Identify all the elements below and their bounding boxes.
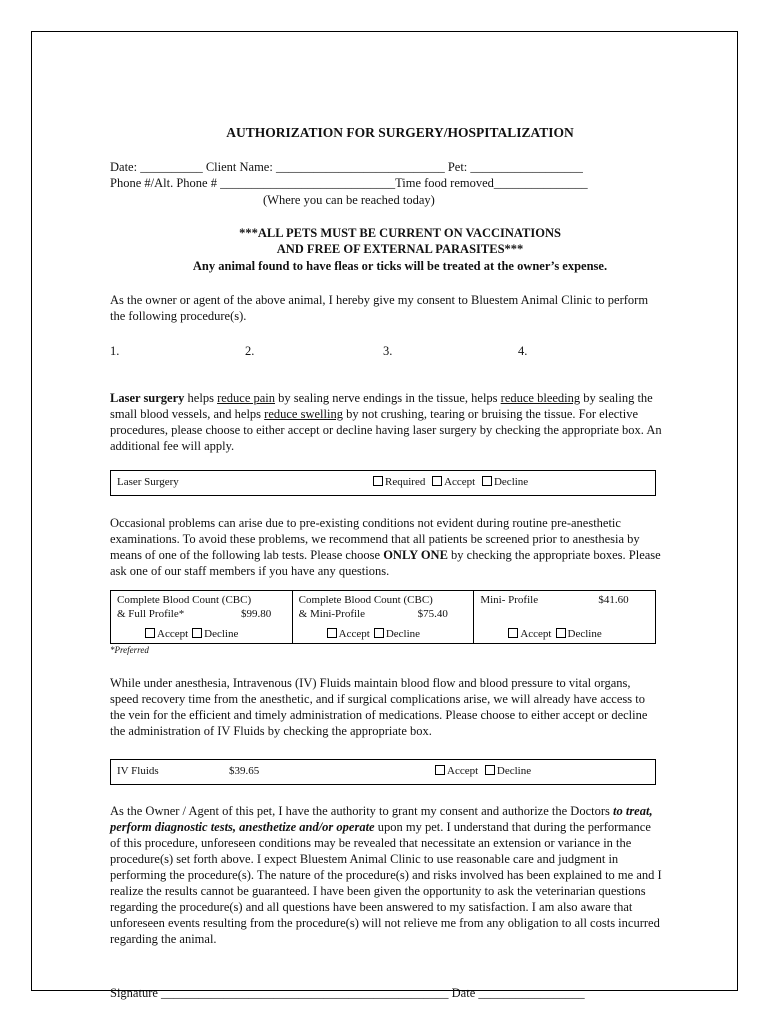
accept-label: Accept	[447, 765, 479, 777]
lab-option-title: Complete Blood Count (CBC)	[117, 594, 252, 606]
lab-emphasis: ONLY ONE	[383, 548, 448, 562]
laser-text: by not crushing, tearing or bruising the tissue. For elective procedures, please choose to either accept or decline having laser surgery by checking the appropriate box. An additional fee will apply.	[110, 407, 662, 453]
iv-fluids-label: IV Fluids	[117, 765, 159, 777]
iv-fluids-price: $39.65	[229, 765, 260, 777]
consent-intro: As the owner or agent of the above animal, I hereby give my consent to Bluestem Animal Clinic to perform the following procedure(s).	[110, 293, 649, 323]
laser-lead: Laser surgery	[110, 391, 185, 405]
lab-option-title: Complete Blood Count (CBC)	[298, 594, 433, 606]
accept-label: Accept	[157, 628, 189, 640]
decline-label: Decline	[385, 628, 421, 640]
laser-text: helps	[184, 391, 218, 405]
laser-accept-checkbox[interactable]	[432, 476, 442, 486]
procedure-3[interactable]: 3.	[383, 344, 393, 358]
laser-options	[369, 476, 528, 488]
cbc-full-accept-checkbox[interactable]	[145, 628, 155, 638]
vaccination-notice-2: AND FREE OF EXTERNAL PARASITES***	[276, 242, 524, 256]
cbc-full-decline-checkbox[interactable]	[192, 628, 202, 638]
laser-benefit: reduce swelling	[264, 407, 343, 421]
iv-fluids-box	[110, 759, 656, 785]
signature-line[interactable]: Signature ______________________________________________ Date _________________	[110, 986, 585, 1000]
lab-option-cbc-mini	[293, 591, 475, 643]
procedure-1[interactable]: 1.	[110, 344, 120, 358]
laser-text: by sealing the small blood vessels, and helps	[110, 391, 653, 421]
decline-label: Decline	[567, 628, 602, 640]
cbc-mini-decline-checkbox[interactable]	[374, 628, 384, 638]
authority-emphasis: to treat, perform diagnostic tests, anesthetize and/or operate	[110, 804, 653, 834]
laser-benefit: reduce pain	[217, 391, 276, 405]
document-page	[31, 31, 738, 1000]
lab-option-choices	[504, 628, 601, 641]
mini-profile-accept-checkbox[interactable]	[508, 628, 518, 638]
lab-text: Occasional problems can arise due to pre-existing conditions not evident during routine pre-anesthetic examinations. To avoid these problems, we recommend that all patients be screened prior to anesthesia by means of one of the following lab tests. Please choose	[110, 516, 640, 562]
decline-label: Decline	[493, 476, 529, 488]
laser-decline-checkbox[interactable]	[482, 476, 492, 486]
laser-surgery-label: Laser Surgery	[117, 476, 179, 488]
page-title: AUTHORIZATION FOR SURGERY/HOSPITALIZATION	[226, 125, 574, 140]
iv-paragraph: While under anesthesia, Intravenous (IV) Fluids maintain blood flow and blood pressure to vital organs, speed recovery time from the anesthetic, and if surgical complications arise, we will already have access to the vein for the efficient and timely administration of medications. Please choose to either accept or decline the administration of IV Fluids by checking the appropriate box.	[110, 676, 648, 738]
client-info-line[interactable]: Date: __________ Client Name: ___________________________ Pet: __________________	[110, 160, 583, 174]
lab-option-title: Mini- Profile	[480, 594, 539, 606]
lab-option-price: $99.80	[241, 608, 272, 620]
decline-label: Decline	[204, 628, 239, 640]
laser-surgery-box	[110, 470, 656, 496]
preferred-footnote: *Preferred	[110, 645, 149, 655]
accept-label: Accept	[444, 476, 476, 488]
laser-required-checkbox[interactable]	[373, 476, 383, 486]
procedure-4[interactable]: 4.	[518, 344, 528, 358]
iv-accept-checkbox[interactable]	[435, 765, 445, 775]
authority-text: upon my pet. I understand that during the performance of this procedure, unforeseen conditions may be revealed that necessitate an extension or variance in the procedure(s) set forth above. I expect Bluestem Animal Clinic to use reasonable care and judgment in performing the procedure(s). The nature of the procedure(s) and risks involved has been explained to me and I realize the results cannot be guaranteed. I have been given the opportunity to ask the veterinarian questions regarding the procedure(s) and all questions have been answered to my satisfaction. I am also aware that unforeseen events resulting from the procedure(s) will not relieve me from any obligation to all costs incurred regarding the animal.	[110, 820, 662, 946]
lab-option-subtitle: & Full Profile*	[117, 608, 185, 620]
vaccination-notice-1: ***ALL PETS MUST BE CURRENT ON VACCINATIONS	[239, 226, 561, 240]
lab-option-price: $41.60	[598, 594, 629, 606]
iv-decline-checkbox[interactable]	[485, 765, 495, 775]
authority-text: As the Owner / Agent of this pet, I have the authority to grant my consent and authorize the Doctors	[110, 804, 613, 818]
lab-text: by checking the appropriate boxes. Please ask one of our staff members if you have any questions.	[110, 548, 661, 578]
accept-label: Accept	[520, 628, 552, 640]
authority-paragraph	[110, 803, 662, 947]
lab-option-price: $75.40	[417, 608, 448, 620]
lab-option-choices	[323, 628, 420, 641]
procedure-2[interactable]: 2.	[245, 344, 255, 358]
phone-hint: (Where you can be reached today)	[263, 193, 435, 207]
laser-benefit: reduce bleeding	[500, 391, 581, 405]
lab-paragraph	[110, 515, 662, 579]
iv-options	[431, 765, 531, 777]
accept-label: Accept	[338, 628, 370, 640]
lab-option-subtitle: & Mini-Profile	[298, 608, 365, 620]
lab-option-choices	[141, 628, 238, 641]
lab-options-grid	[110, 590, 656, 644]
laser-paragraph	[110, 390, 662, 454]
cbc-mini-accept-checkbox[interactable]	[327, 628, 337, 638]
lab-option-mini-profile	[474, 591, 655, 643]
required-label: Required	[385, 476, 426, 488]
laser-text: by sealing nerve endings in the tissue, helps	[275, 391, 501, 405]
phone-line[interactable]: Phone #/Alt. Phone # ____________________________Time food removed_______________	[110, 176, 588, 190]
lab-option-cbc-full	[111, 591, 293, 643]
decline-label: Decline	[496, 765, 532, 777]
flea-notice: Any animal found to have fleas or ticks will be treated at the owner’s expense.	[192, 259, 608, 273]
mini-profile-decline-checkbox[interactable]	[556, 628, 566, 638]
